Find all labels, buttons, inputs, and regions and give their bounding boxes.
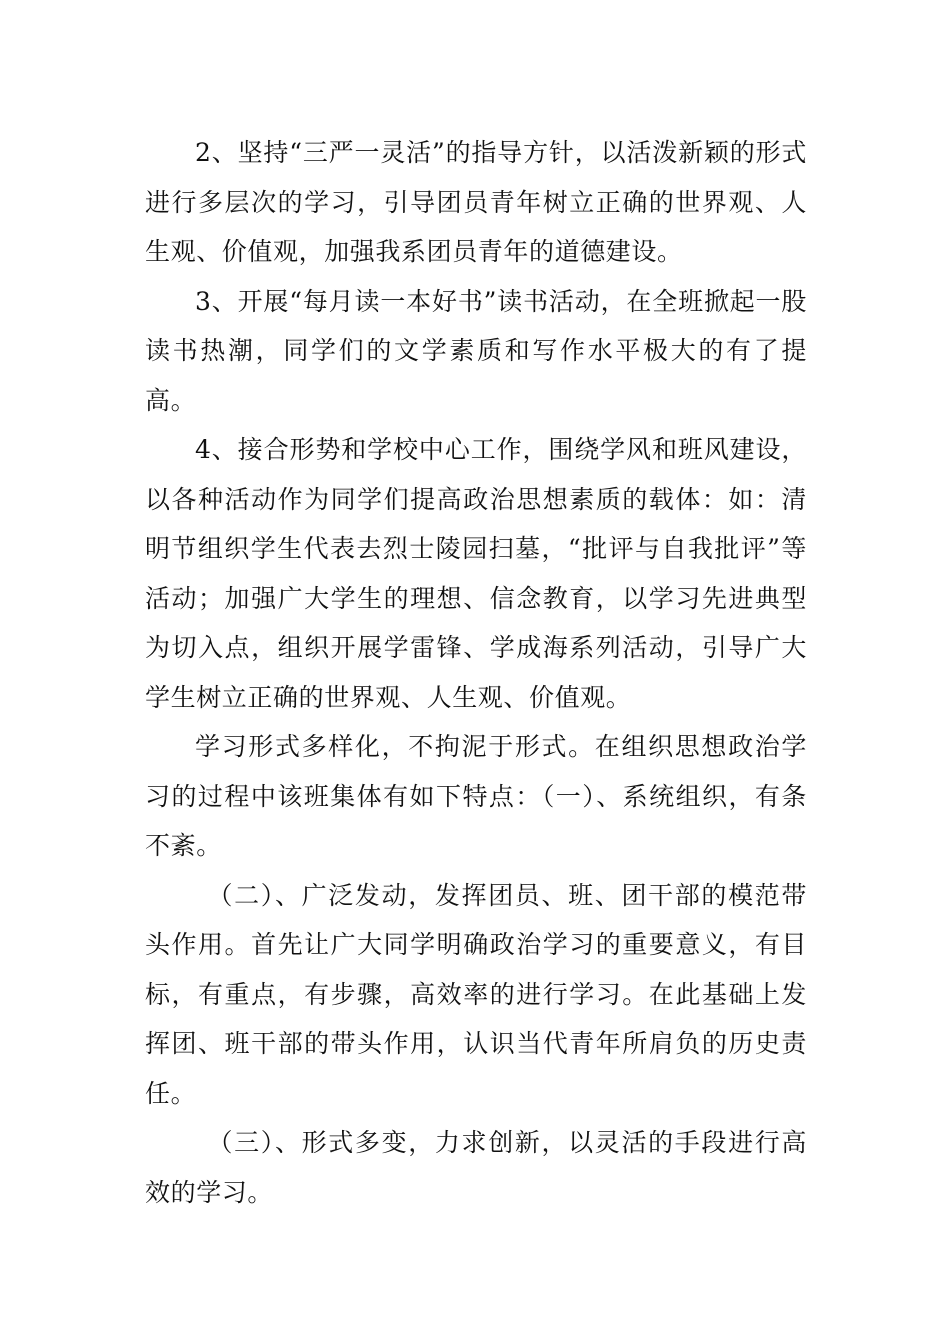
paragraph-point-two: （二）、广泛发动，发挥团员、班、团干部的模范带头作用。首先让广大同学明确政治学习的重要意义，有目标，有重点，有步骤，高效率的进行学习。在此基础上发挥团、班干部的带头作用，认识当代青年所肩负的历史责任。 — [145, 880, 807, 1108]
paragraph-point-three: （三）、形式多变，力求创新，以灵活的手段进行高效的学习。 — [145, 1128, 807, 1207]
paragraph-item-2: 2、坚持“三严一灵活”的指导方针，以活泼新颖的形式进行多层次的学习，引导团员青年树立正确的世界观、人生观、价值观，加强我系团员青年的道德建设。 — [145, 138, 807, 266]
document-body — [145, 128, 807, 1217]
paragraph-learning-forms: 学习形式多样化，不拘泥于形式。在组织思想政治学习的过程中该班集体有如下特点：（一）、系统组织，有条不紊。 — [145, 732, 807, 860]
paragraph-item-4: 4、接合形势和学校中心工作，围绕学风和班风建设，以各种活动作为同学们提高政治思想素质的载体：如：清明节组织学生代表去烈士陵园扫墓，“批评与自我批评”等活动；加强广大学生的理想、信念教育，以学习先进典型为切入点，组织开展学雷锋、学成海系列活动，引导广大学生树立正确的世界观、人生观、价值观。 — [145, 435, 807, 712]
paragraph-item-3: 3、开展“每月读一本好书”读书活动，在全班掀起一股读书热潮，同学们的文学素质和写作水平极大的有了提高。 — [145, 286, 807, 415]
